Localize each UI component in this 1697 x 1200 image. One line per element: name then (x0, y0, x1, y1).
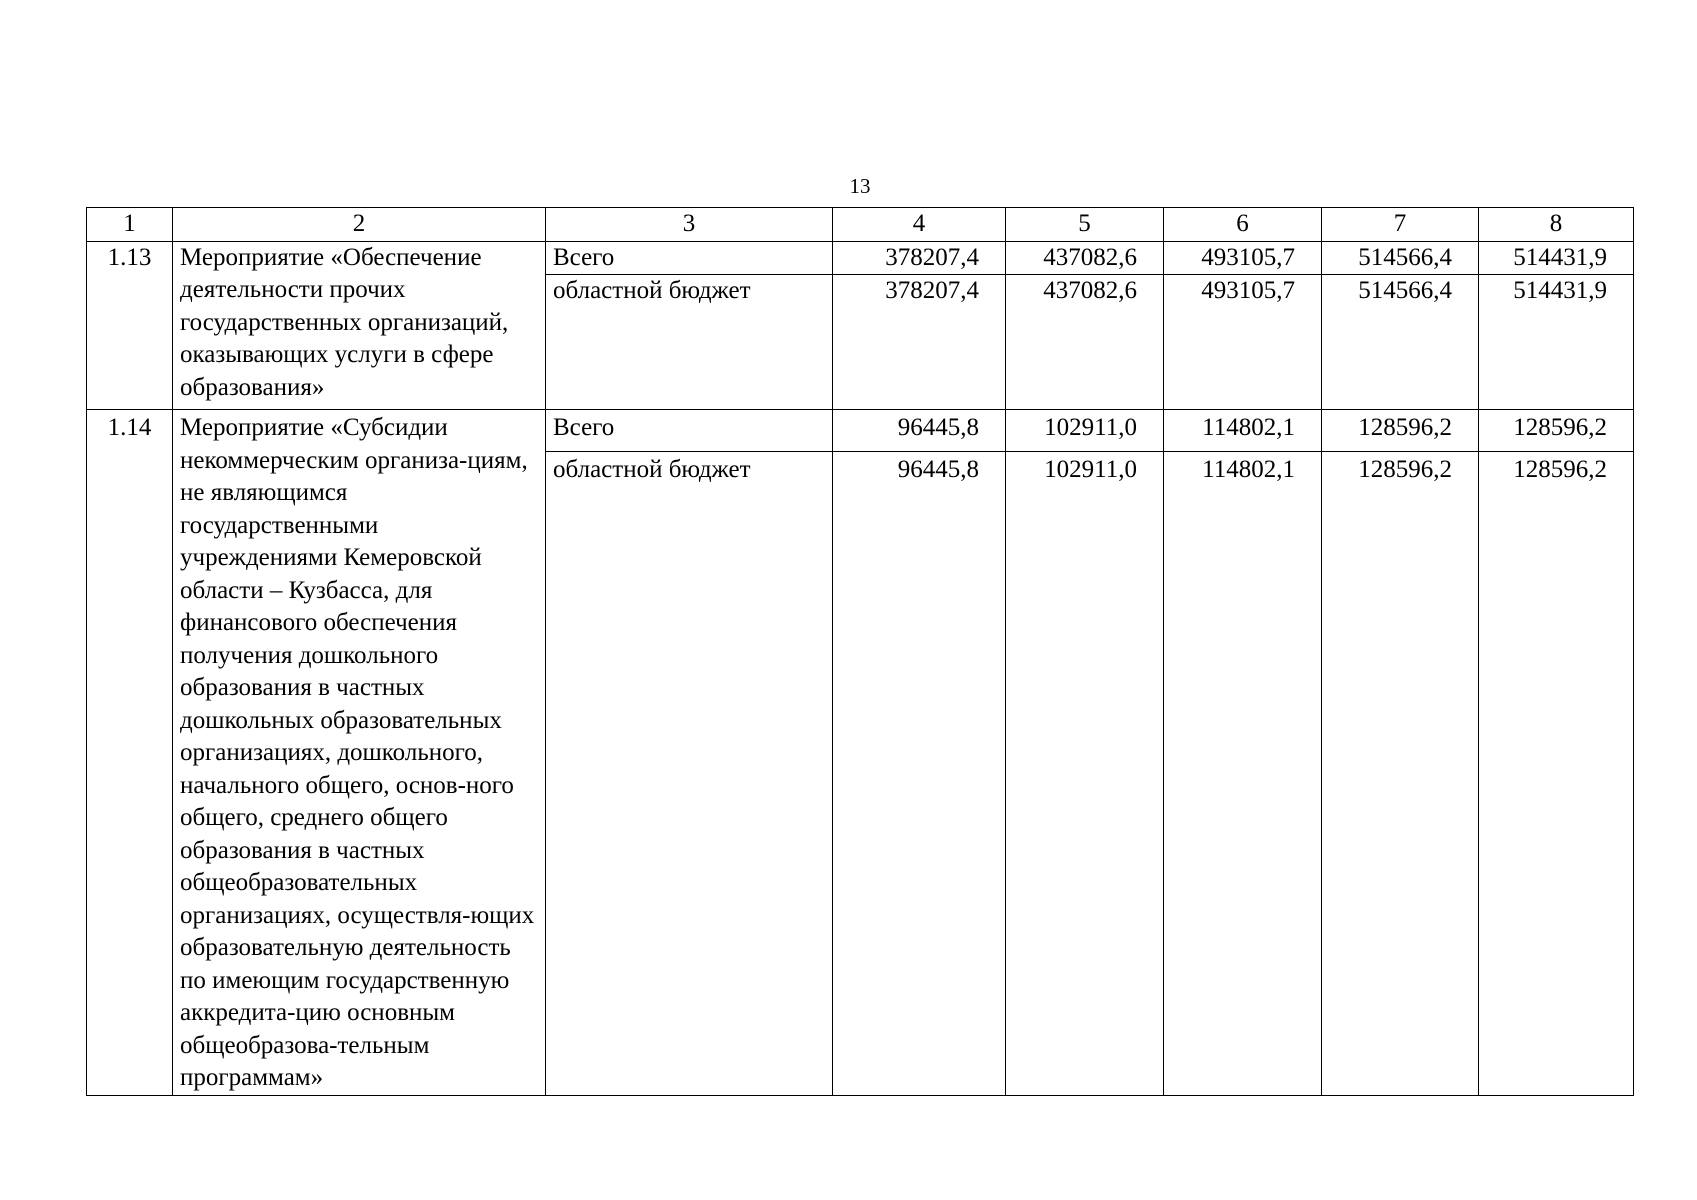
value-cell: 493105,7 (1164, 241, 1322, 275)
value-cell: 102911,0 (1006, 452, 1164, 1095)
funding-source: областной бюджет (546, 275, 833, 410)
value-cell: 378207,4 (833, 275, 1006, 410)
value-cell: 378207,4 (833, 241, 1006, 275)
row-number: 1.13 (87, 241, 173, 410)
value-cell: 437082,6 (1006, 275, 1164, 410)
value-cell: 514566,4 (1322, 275, 1479, 410)
value-cell: 437082,6 (1006, 241, 1164, 275)
activity-name: Мероприятие «Обеспечение деятельности прочих государственных организаций, оказывающих услуги в сфере образования» (173, 241, 546, 410)
table-row (87, 410, 1634, 452)
value-cell: 514431,9 (1479, 241, 1634, 275)
value-cell: 493105,7 (1164, 275, 1322, 410)
column-number-row (87, 208, 1634, 242)
activity-name: Мероприятие «Субсидии некоммерческим организа-циям, не являющимся государственными учреждениями Кемеровской области – Кузбасса, для финансового обеспечения получения дошкольного образования в частных дошкольных образовательных организациях, дошкольного, начального общего, основ-ного общего, среднего общего образования в частных общеобразовательных организациях, осуществля-ющих образовательную деятельность по имеющим государственную аккредита-цию основным общеобразова-тельным программам» (173, 410, 546, 1096)
value-cell: 114802,1 (1164, 452, 1322, 1095)
value-cell: 128596,2 (1479, 410, 1634, 452)
column-header: 2 (173, 208, 546, 242)
funding-source: Всего (546, 241, 833, 275)
column-header: 3 (546, 208, 833, 242)
funding-source: Всего (546, 410, 833, 452)
column-header: 1 (87, 208, 173, 242)
value-cell: 514566,4 (1322, 241, 1479, 275)
value-cell: 128596,2 (1322, 410, 1479, 452)
column-header: 5 (1006, 208, 1164, 242)
value-cell: 102911,0 (1006, 410, 1164, 452)
value-cell: 96445,8 (833, 452, 1006, 1095)
budget-table (86, 207, 1634, 1096)
value-cell: 96445,8 (833, 410, 1006, 452)
funding-source: областной бюджет (546, 452, 833, 1095)
row-number: 1.14 (87, 410, 173, 1096)
table-row (87, 241, 1634, 275)
column-header: 7 (1322, 208, 1479, 242)
value-cell: 128596,2 (1322, 452, 1479, 1095)
value-cell: 514431,9 (1479, 275, 1634, 410)
value-cell: 114802,1 (1164, 410, 1322, 452)
value-cell: 128596,2 (1479, 452, 1634, 1095)
column-header: 4 (833, 208, 1006, 242)
page-number: 13 (849, 174, 871, 198)
column-header: 6 (1164, 208, 1322, 242)
column-header: 8 (1479, 208, 1634, 242)
